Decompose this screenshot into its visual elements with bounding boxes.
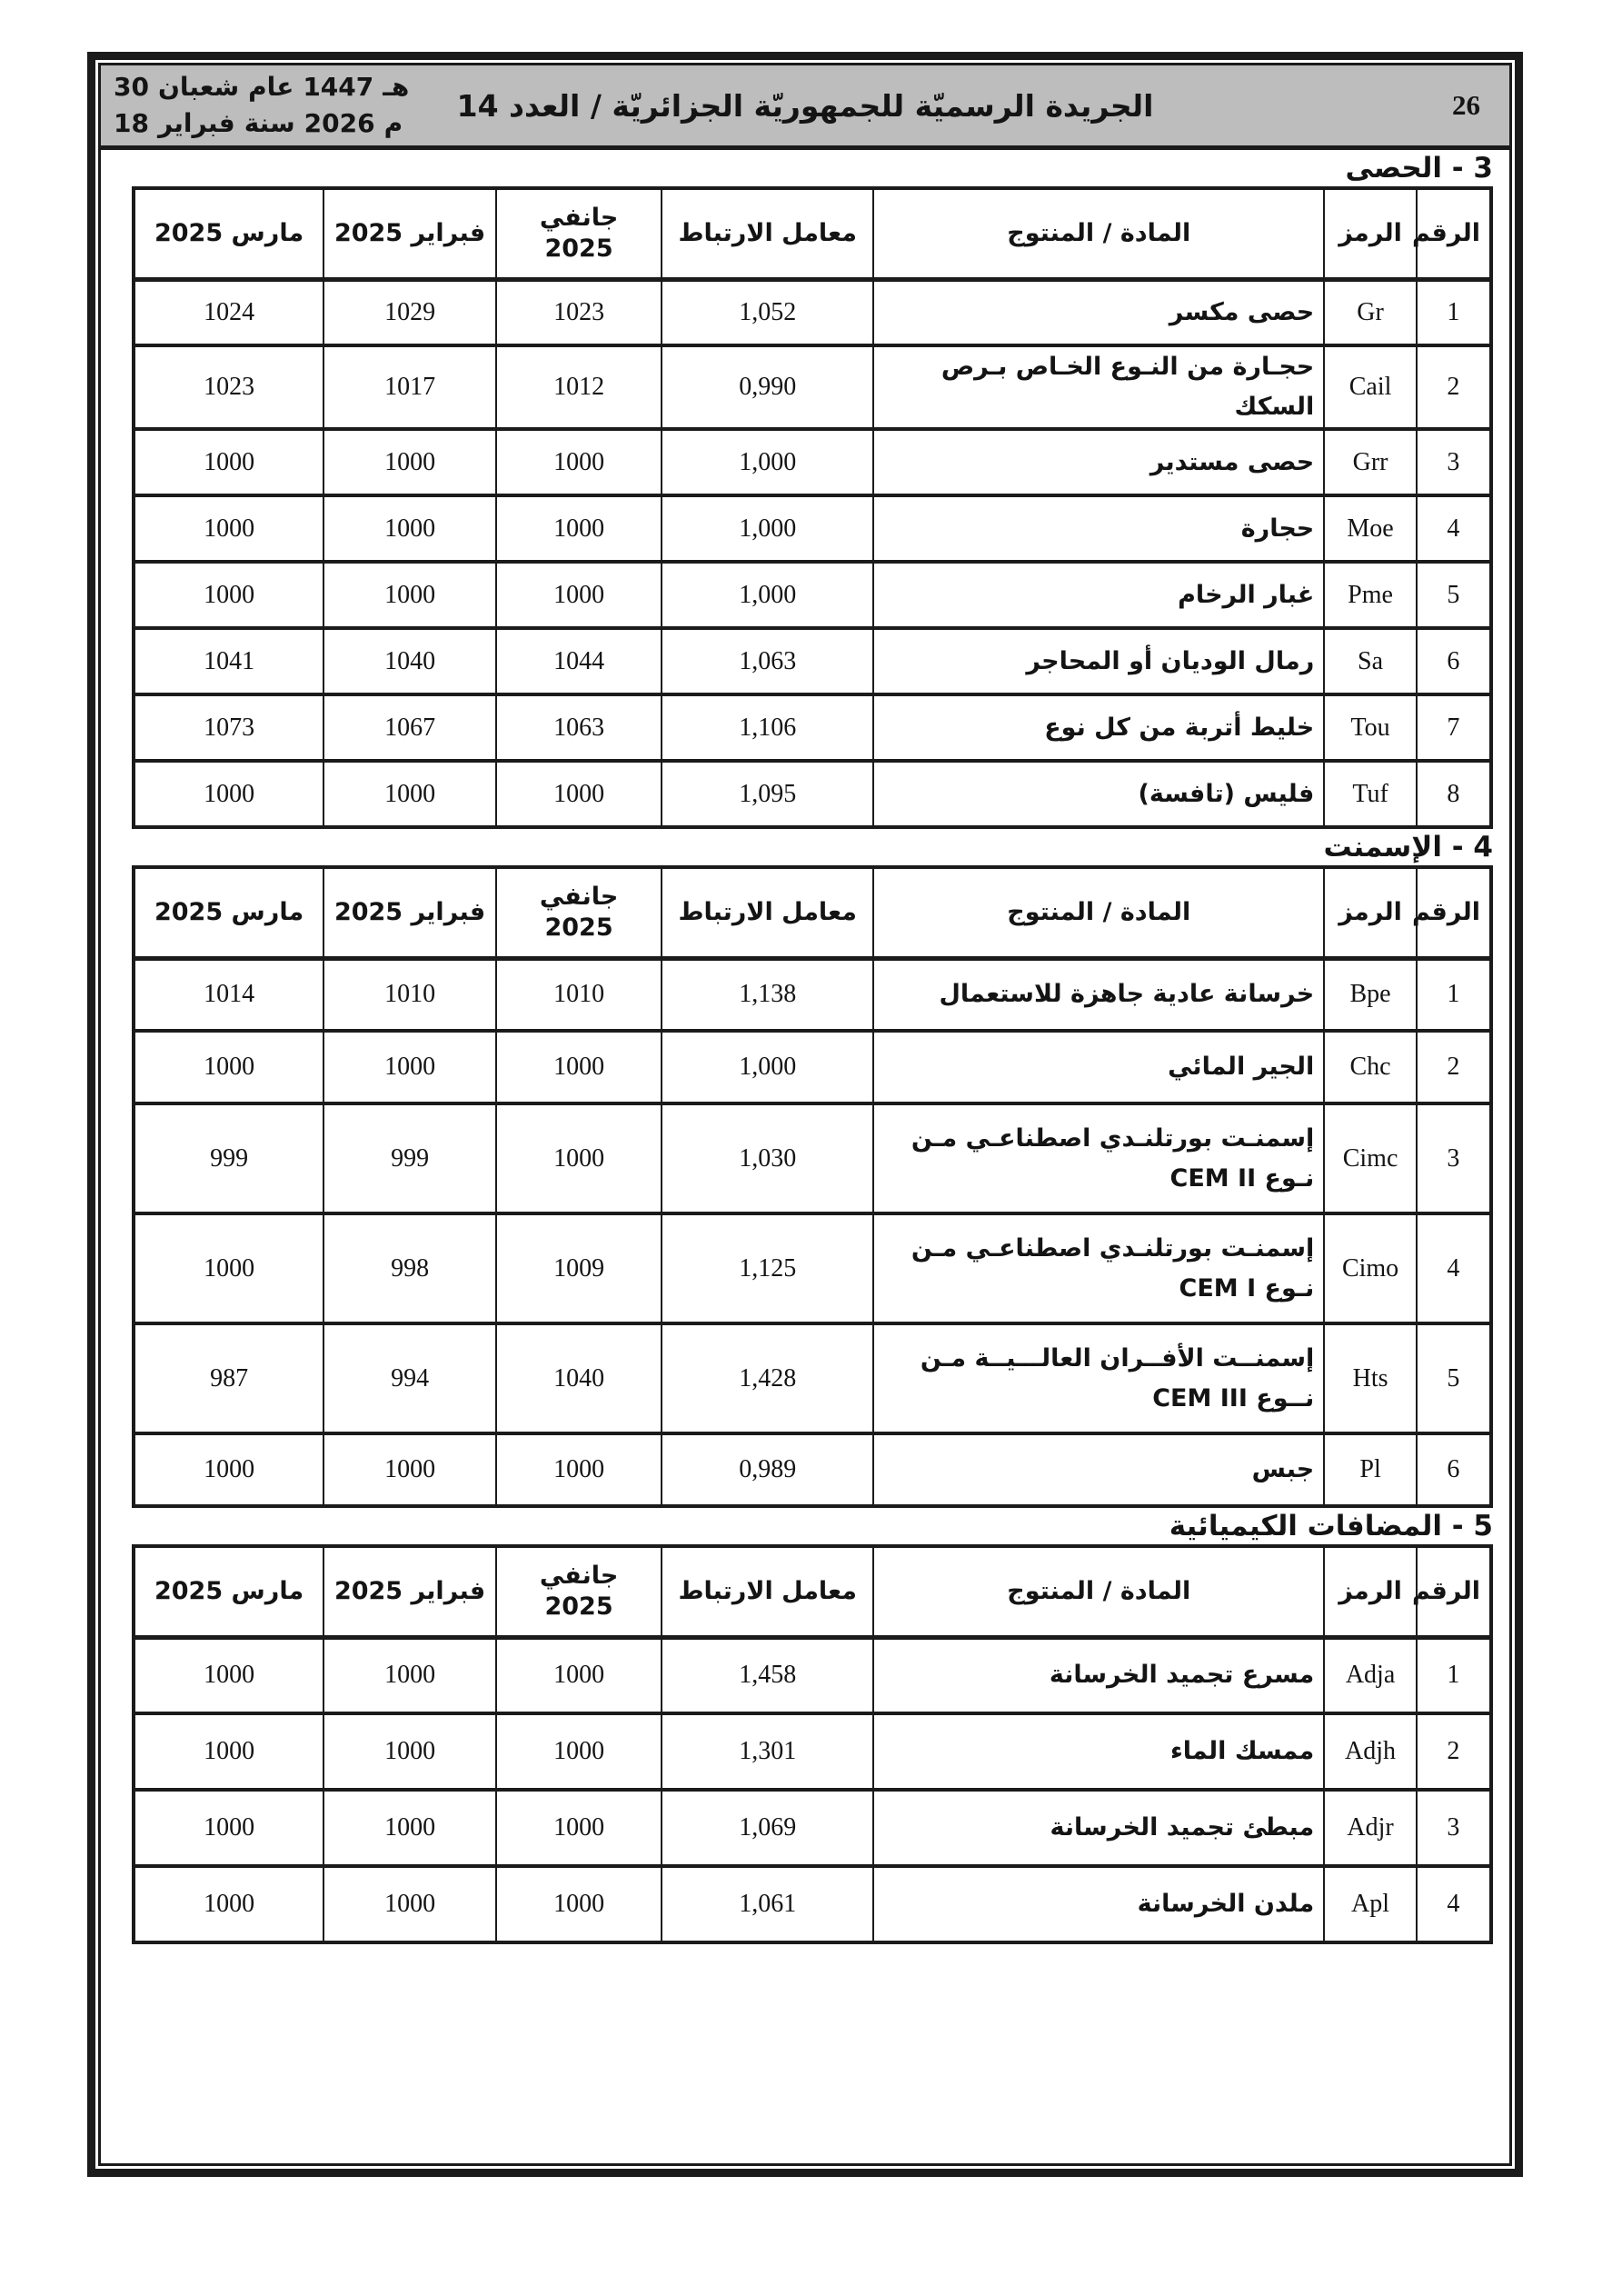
- table-row: [134, 562, 1491, 628]
- cell-coefficient: 1,000: [662, 562, 873, 628]
- header-number: الرقم: [1417, 188, 1491, 279]
- cell-coefficient: 1,063: [662, 628, 873, 694]
- cell-february: 1000: [323, 1031, 496, 1103]
- cell-february: 1000: [323, 562, 496, 628]
- cell-number: 1: [1417, 958, 1491, 1031]
- cell-coefficient: 1,458: [662, 1637, 873, 1713]
- cell-january: 1000: [496, 495, 662, 562]
- table-row: [134, 761, 1491, 827]
- cell-march: 1000: [134, 1213, 323, 1323]
- cell-january: 1000: [496, 761, 662, 827]
- cell-january: 1000: [496, 1713, 662, 1790]
- cell-coefficient: 1,000: [662, 495, 873, 562]
- cell-coefficient: 1,106: [662, 694, 873, 761]
- date-token: هـ: [383, 72, 410, 102]
- cell-product: ملدن الخرسانة: [873, 1866, 1324, 1942]
- cell-january: 1063: [496, 694, 662, 761]
- cell-code: Chc: [1324, 1031, 1417, 1103]
- table-row: [134, 628, 1491, 694]
- cell-february: 1000: [323, 1866, 496, 1942]
- cell-coefficient: 1,095: [662, 761, 873, 827]
- cell-product: فليس (تافسة): [873, 761, 1324, 827]
- page-number: 26: [1452, 89, 1480, 121]
- cell-number: 7: [1417, 694, 1491, 761]
- cell-product: مسرع تجميد الخرسانة: [873, 1637, 1324, 1713]
- cell-february: 1040: [323, 628, 496, 694]
- cell-february: 1000: [323, 1790, 496, 1866]
- cell-january: 1000: [496, 429, 662, 495]
- header-march: مارس 2025: [134, 188, 323, 279]
- cell-january: 1010: [496, 958, 662, 1031]
- cell-january: 1000: [496, 1031, 662, 1103]
- cell-product: رمال الوديان أو المحاجر: [873, 628, 1324, 694]
- table-row: [134, 1713, 1491, 1790]
- gravel-index-table: [132, 186, 1493, 829]
- table-row: [134, 495, 1491, 562]
- table-row: [134, 1213, 1491, 1323]
- cell-february: 999: [323, 1103, 496, 1213]
- cell-code: Sa: [1324, 628, 1417, 694]
- cell-number: 2: [1417, 1031, 1491, 1103]
- cell-product: إسمنــت الأفــران العالـــيــة مـن نــوع CEM III: [873, 1323, 1324, 1433]
- date-token: فبراير: [157, 108, 235, 138]
- cell-code: Moe: [1324, 495, 1417, 562]
- cell-january: 1040: [496, 1323, 662, 1433]
- cell-march: 1000: [134, 1433, 323, 1506]
- cell-march: 1073: [134, 694, 323, 761]
- cell-coefficient: 1,052: [662, 279, 873, 345]
- header-product: المادة / المنتوج: [873, 188, 1324, 279]
- cell-number: 4: [1417, 1213, 1491, 1323]
- cell-february: 1067: [323, 694, 496, 761]
- table-row: [134, 1433, 1491, 1506]
- table-row: [134, 345, 1491, 429]
- cell-january: 1000: [496, 1433, 662, 1506]
- table-row: [134, 429, 1491, 495]
- cell-product: خليط أتربة من كل نوع: [873, 694, 1324, 761]
- cell-product: مبطئ تجميد الخرسانة: [873, 1790, 1324, 1866]
- date-token: م: [383, 108, 403, 138]
- header-january: جانفي 2025: [496, 1546, 662, 1637]
- cell-product: غبار الرخام: [873, 562, 1324, 628]
- cell-march: 1000: [134, 495, 323, 562]
- cell-number: 6: [1417, 1433, 1491, 1506]
- cell-code: Gr: [1324, 279, 1417, 345]
- cell-product: إسمنـت بورتلنـدي اصطناعـي مـن نـوع CEM I: [873, 1213, 1324, 1323]
- cell-january: 1000: [496, 1866, 662, 1942]
- cell-march: 1000: [134, 1637, 323, 1713]
- table-row: [134, 279, 1491, 345]
- section-heading-chemical-additives: 5 - المضافات الكيميائية: [1169, 1510, 1493, 1542]
- cell-february: 1000: [323, 1433, 496, 1506]
- table-row: [134, 1323, 1491, 1433]
- header-code: الرمز: [1324, 867, 1417, 958]
- cell-coefficient: 1,061: [662, 1866, 873, 1942]
- cell-number: 5: [1417, 1323, 1491, 1433]
- cell-product: جبس: [873, 1433, 1324, 1506]
- cell-january: 1023: [496, 279, 662, 345]
- cell-number: 3: [1417, 1790, 1491, 1866]
- header-number: الرقم: [1417, 867, 1491, 958]
- cell-march: 1024: [134, 279, 323, 345]
- cell-february: 1000: [323, 1713, 496, 1790]
- cell-coefficient: 0,990: [662, 345, 873, 429]
- cell-march: 1000: [134, 429, 323, 495]
- cell-code: Cail: [1324, 345, 1417, 429]
- cell-code: Adjr: [1324, 1790, 1417, 1866]
- cell-number: 4: [1417, 1866, 1491, 1942]
- cell-february: 1010: [323, 958, 496, 1031]
- cell-product: حجـارة من النـوع الخـاص بـرص السكك: [873, 345, 1324, 429]
- cell-february: 1000: [323, 761, 496, 827]
- table-row: [134, 958, 1491, 1031]
- cell-code: Pl: [1324, 1433, 1417, 1506]
- cell-march: 1014: [134, 958, 323, 1031]
- cell-coefficient: 1,030: [662, 1103, 873, 1213]
- cell-march: 1000: [134, 1866, 323, 1942]
- cell-january: 1000: [496, 1103, 662, 1213]
- header-february: فبراير 2025: [323, 1546, 496, 1637]
- cell-coefficient: 1,125: [662, 1213, 873, 1323]
- header-coefficient: معامل الارتباط: [662, 188, 873, 279]
- table-row: [134, 1637, 1491, 1713]
- header-row: [134, 867, 1491, 958]
- cell-january: 1009: [496, 1213, 662, 1323]
- cell-february: 1017: [323, 345, 496, 429]
- cell-march: 1000: [134, 1713, 323, 1790]
- cell-march: 999: [134, 1103, 323, 1213]
- date-token: 1447: [303, 72, 374, 102]
- cell-coefficient: 1,000: [662, 1031, 873, 1103]
- header-product: المادة / المنتوج: [873, 867, 1324, 958]
- date-token: عام: [248, 72, 294, 102]
- cell-march: 1000: [134, 1031, 323, 1103]
- cell-february: 994: [323, 1323, 496, 1433]
- cell-coefficient: 1,000: [662, 429, 873, 495]
- cell-january: 1000: [496, 1637, 662, 1713]
- cell-code: Pme: [1324, 562, 1417, 628]
- cell-coefficient: 1,069: [662, 1790, 873, 1866]
- cell-number: 5: [1417, 562, 1491, 628]
- header-coefficient: معامل الارتباط: [662, 867, 873, 958]
- cell-coefficient: 1,301: [662, 1713, 873, 1790]
- cell-march: 1000: [134, 562, 323, 628]
- cell-code: Adja: [1324, 1637, 1417, 1713]
- cell-number: 2: [1417, 1713, 1491, 1790]
- cell-number: 6: [1417, 628, 1491, 694]
- page-frame-inner: [98, 63, 1512, 2166]
- header-march: مارس 2025: [134, 867, 323, 958]
- cell-product: حجارة: [873, 495, 1324, 562]
- cell-number: 1: [1417, 279, 1491, 345]
- header-code: الرمز: [1324, 1546, 1417, 1637]
- cell-january: 1000: [496, 562, 662, 628]
- cell-coefficient: 1,138: [662, 958, 873, 1031]
- section-heading-cement: 4 - الإسمنت: [1323, 831, 1493, 863]
- chemical-additives-index-table: [132, 1544, 1493, 1944]
- header-product: المادة / المنتوج: [873, 1546, 1324, 1637]
- table-row: [134, 694, 1491, 761]
- cell-code: Apl: [1324, 1866, 1417, 1942]
- date-token: 18: [114, 108, 149, 138]
- cell-february: 1000: [323, 429, 496, 495]
- cell-product: ممسك الماء: [873, 1713, 1324, 1790]
- header-february: فبراير 2025: [323, 867, 496, 958]
- cell-code: Tuf: [1324, 761, 1417, 827]
- header-february: فبراير 2025: [323, 188, 496, 279]
- cell-march: 1041: [134, 628, 323, 694]
- cell-number: 3: [1417, 429, 1491, 495]
- cell-february: 1029: [323, 279, 496, 345]
- cell-january: 1012: [496, 345, 662, 429]
- cell-march: 1023: [134, 345, 323, 429]
- header-row: [134, 188, 1491, 279]
- cell-code: Hts: [1324, 1323, 1417, 1433]
- cell-coefficient: 1,428: [662, 1323, 873, 1433]
- cell-code: Bpe: [1324, 958, 1417, 1031]
- cell-february: 998: [323, 1213, 496, 1323]
- cell-march: 987: [134, 1323, 323, 1433]
- date-token: 2026: [304, 108, 375, 138]
- cell-product: حصى مستدير: [873, 429, 1324, 495]
- header-row: [134, 1546, 1491, 1637]
- cell-code: Tou: [1324, 694, 1417, 761]
- header-january: جانفي 2025: [496, 867, 662, 958]
- journal-title: الجريدة الرسميّة للجمهوريّة الجزائريّة / العدد 14: [456, 87, 1154, 124]
- header-january: جانفي 2025: [496, 188, 662, 279]
- cell-product: خرسانة عادية جاهزة للاستعمال: [873, 958, 1324, 1031]
- cell-coefficient: 0,989: [662, 1433, 873, 1506]
- cell-march: 1000: [134, 761, 323, 827]
- table-row: [134, 1031, 1491, 1103]
- table-row: [134, 1790, 1491, 1866]
- header-number: الرقم: [1417, 1546, 1491, 1637]
- section-heading-gravel: 3 - الحصى: [1345, 152, 1493, 185]
- cell-number: 4: [1417, 495, 1491, 562]
- cell-number: 2: [1417, 345, 1491, 429]
- date-token: سنة: [244, 108, 295, 138]
- page-frame-outer: [87, 52, 1523, 2177]
- cell-product: حصى مكسر: [873, 279, 1324, 345]
- cell-number: 8: [1417, 761, 1491, 827]
- masthead: [101, 65, 1509, 150]
- page-content: [101, 150, 1509, 1944]
- cell-january: 1044: [496, 628, 662, 694]
- date-token: 30: [114, 72, 149, 102]
- cell-code: Grr: [1324, 429, 1417, 495]
- cell-march: 1000: [134, 1790, 323, 1866]
- cell-product: الجير المائي: [873, 1031, 1324, 1103]
- cell-number: 3: [1417, 1103, 1491, 1213]
- cell-february: 1000: [323, 1637, 496, 1713]
- cell-number: 1: [1417, 1637, 1491, 1713]
- table-row: [134, 1103, 1491, 1213]
- cell-code: Cimo: [1324, 1213, 1417, 1323]
- table-row: [134, 1866, 1491, 1942]
- cell-february: 1000: [323, 495, 496, 562]
- header-coefficient: معامل الارتباط: [662, 1546, 873, 1637]
- cell-january: 1000: [496, 1790, 662, 1866]
- date-token: شعبان: [157, 72, 240, 102]
- cell-code: Cimc: [1324, 1103, 1417, 1213]
- cell-product: إسمنـت بورتلنـدي اصطناعـي مـن نـوع CEM II: [873, 1103, 1324, 1213]
- header-march: مارس 2025: [134, 1546, 323, 1637]
- header-code: الرمز: [1324, 188, 1417, 279]
- cell-code: Adjh: [1324, 1713, 1417, 1790]
- cement-index-table: [132, 865, 1493, 1508]
